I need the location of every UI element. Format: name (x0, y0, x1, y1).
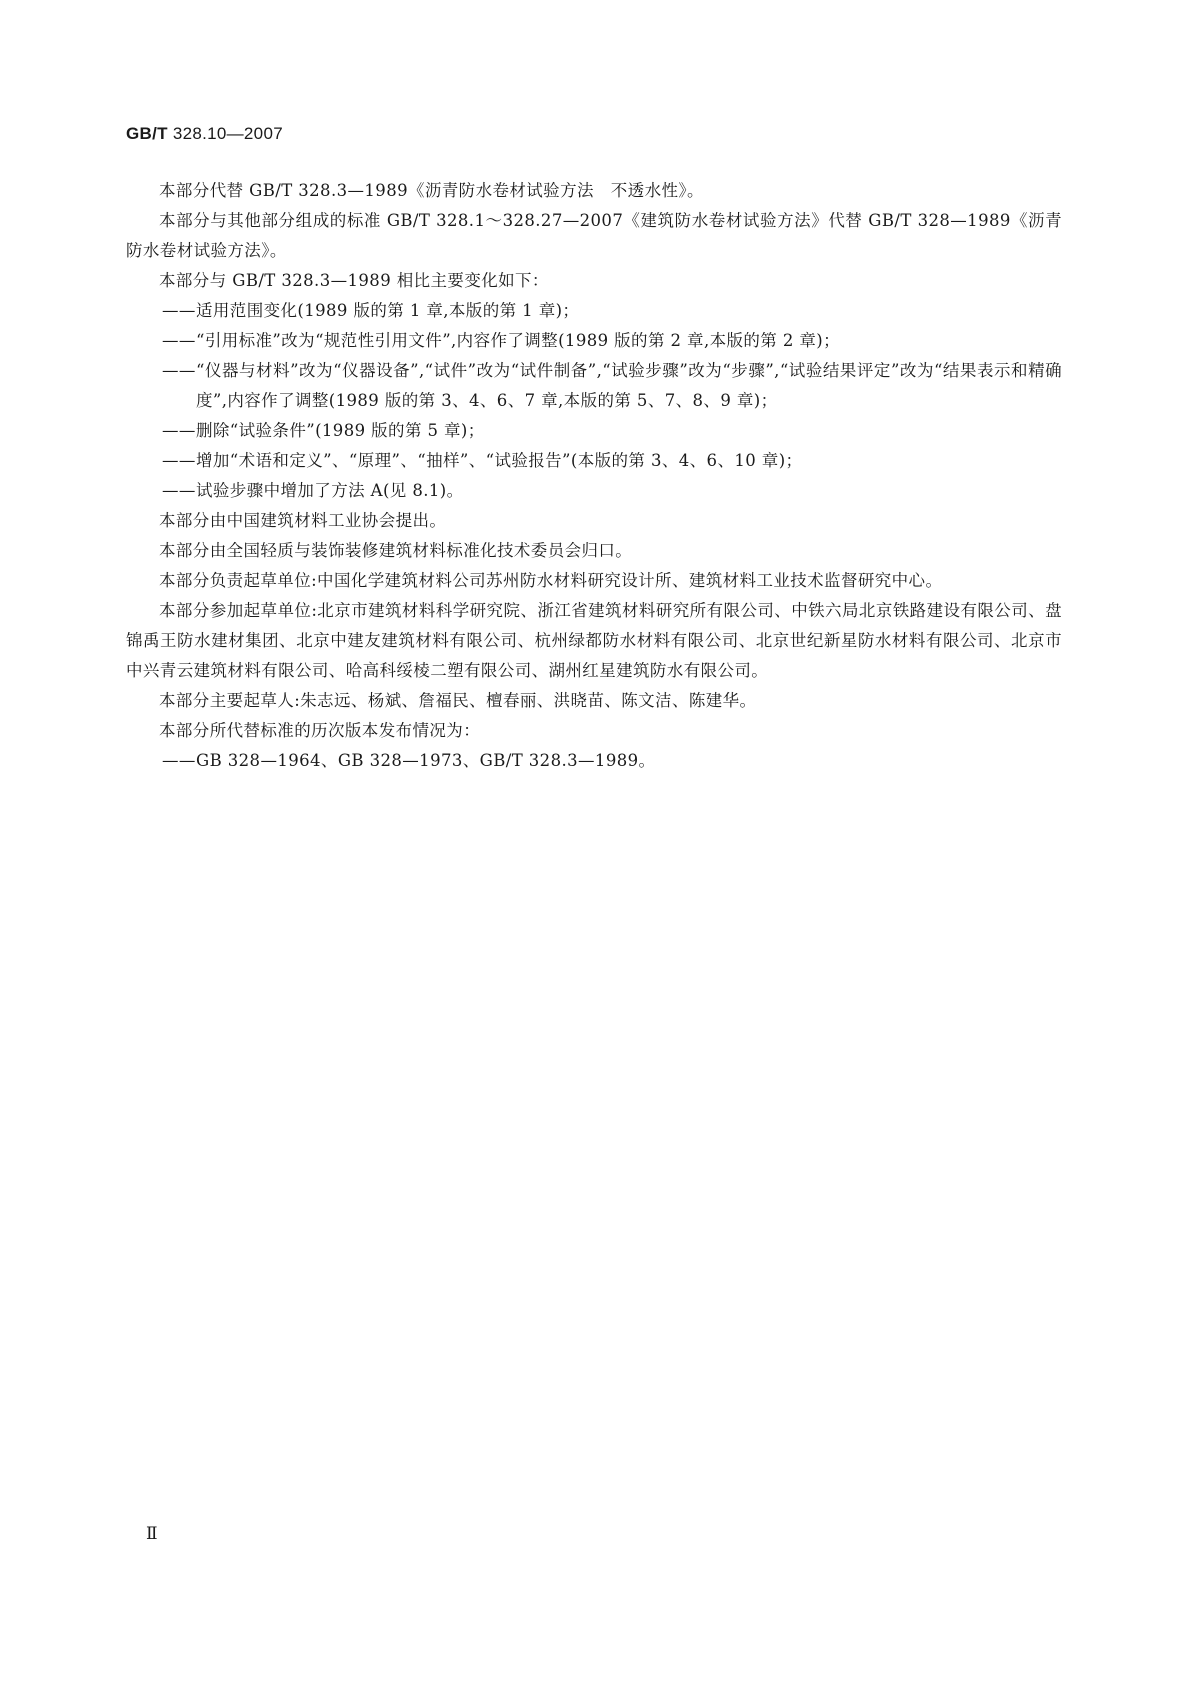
change-item (126, 476, 1062, 506)
standard-code-prefix: GB/T (126, 124, 168, 143)
change-item (126, 446, 1062, 476)
change-item-text: 试验步骤中增加了方法 A(见 8.1)。 (196, 481, 464, 500)
dash-mark: —— (162, 481, 196, 500)
paragraph-participating-units: 本部分参加起草单位:北京市建筑材料科学研究院、浙江省建筑材料研究所有限公司、中铁六局北京铁路建设有限公司、盘锦禹王防水建材集团、北京中建友建筑材料有限公司、杭州绿都防水材料有限公司、北京世纪新星防水材料有限公司、北京市中兴青云建筑材料有限公司、哈高科绥棱二塑有限公司、湖州红星建筑防水有限公司。 (126, 601, 1062, 680)
change-item-text: 删除“试验条件”(1989 版的第 5 章)； (196, 421, 485, 440)
paragraph-drafters: 本部分主要起草人:朱志远、杨斌、詹福民、檀春丽、洪晓苗、陈文洁、陈建华。 (159, 691, 757, 710)
change-item-text: 增加“术语和定义”、“原理”、“抽样”、“试验报告”(本版的第 3、4、6、10 章)； (196, 451, 803, 470)
dash-mark: —— (162, 331, 196, 350)
paragraph-drafting-unit: 本部分负责起草单位:中国化学建筑材料公司苏州防水材料研究设计所、建筑材料工业技术监督研究中心。 (159, 571, 943, 590)
paragraph-replaces: 本部分代替 GB/T 328.3—1989《沥青防水卷材试验方法 不透水性》。 (159, 181, 704, 200)
dash-mark: —— (162, 751, 196, 770)
paragraph-proposed-by: 本部分由中国建筑材料工业协会提出。 (159, 511, 447, 530)
page-number: Ⅱ (146, 1524, 158, 1543)
change-item-text: “引用标准”改为“规范性引用文件”,内容作了调整(1989 版的第 2 章,本版的第 2 章)； (196, 331, 841, 350)
change-item-text: “仪器与材料”改为“仪器设备”,“试件”改为“试件制备”,“试验步骤”改为“步骤”,“试验结果评定”改为“结果表示和精确度”,内容作了调整(1989 版的第 3、4、6、7 章,本版的第 5、7、8、9 章)； (196, 361, 1062, 410)
change-item-text: 适用范围变化(1989 版的第 1 章,本版的第 1 章)； (196, 301, 580, 320)
change-item (126, 326, 1062, 356)
standard-code-header (126, 124, 283, 144)
paragraph-history-intro: 本部分所代替标准的历次版本发布情况为： (159, 721, 481, 740)
change-item (126, 296, 1062, 326)
foreword-body (126, 176, 1062, 776)
history-item-text: GB 328—1964、GB 328—1973、GB/T 328.3—1989。 (196, 751, 656, 770)
history-item (126, 746, 1062, 776)
paragraph-changes-intro: 本部分与 GB/T 328.3—1989 相比主要变化如下： (159, 271, 549, 290)
dash-mark: —— (162, 301, 196, 320)
paragraph-composition: 本部分与其他部分组成的标准 GB/T 328.1～328.27—2007《建筑防水卷材试验方法》代替 GB/T 328—1989《沥青防水卷材试验方法》。 (126, 211, 1062, 260)
dash-mark: —— (162, 361, 196, 380)
standard-code-number: 328.10—2007 (167, 124, 283, 143)
dash-mark: —— (162, 451, 196, 470)
change-item (126, 356, 1062, 416)
dash-mark: —— (162, 421, 196, 440)
change-item (126, 416, 1062, 446)
paragraph-centralized-by: 本部分由全国轻质与装饰装修建筑材料标准化技术委员会归口。 (159, 541, 633, 560)
